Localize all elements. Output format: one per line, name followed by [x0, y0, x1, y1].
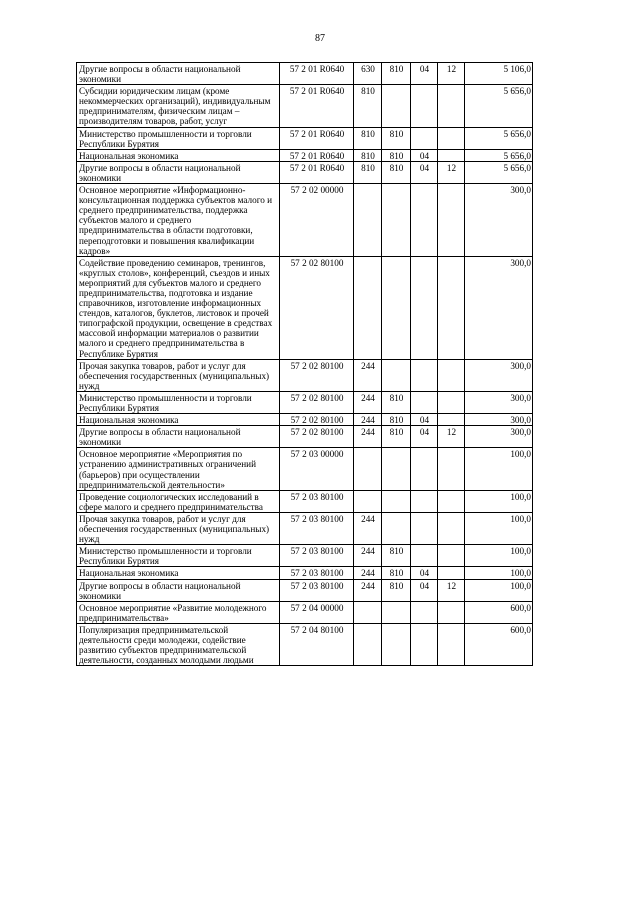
amount-cell: 100,0 [465, 567, 533, 579]
table-row [77, 579, 533, 601]
section-cell [411, 359, 438, 391]
amount-cell: 5 656,0 [465, 127, 533, 149]
expense-type-cell [354, 184, 382, 257]
row-name-cell: Проведение социологических исследований в сфере малого и среднего предпринимательства [77, 490, 280, 512]
subsection-cell [438, 184, 465, 257]
target-article-cell: 57 2 03 00000 [280, 448, 354, 490]
row-name-cell: Основное мероприятие «Мероприятия по устранению административных ограничений (барьеров) при осуществлении предпринимательской деятельности» [77, 448, 280, 490]
subsection-cell [438, 391, 465, 413]
section-cell: 04 [411, 63, 438, 85]
section-cell [411, 448, 438, 490]
expense-type-cell [354, 448, 382, 490]
subsection-cell: 12 [438, 579, 465, 601]
section-cell [411, 391, 438, 413]
row-name-cell: Популяризация предпринимательской деятельности среди молодежи, содействие развитию субъектов предпринимательской деятельности, созданных молодыми людьми [77, 623, 280, 665]
target-article-cell: 57 2 02 80100 [280, 414, 354, 426]
table-row [77, 85, 533, 127]
expense-type-cell [354, 490, 382, 512]
row-name-cell: Другие вопросы в области национальной экономики [77, 63, 280, 85]
amount-cell: 100,0 [465, 490, 533, 512]
table-row [77, 512, 533, 544]
ministry-code-cell: 810 [382, 414, 411, 426]
section-cell [411, 545, 438, 567]
budget-table-body [77, 63, 533, 666]
row-name-cell: Основное мероприятие «Развитие молодежного предпринимательства» [77, 601, 280, 623]
ministry-code-cell [382, 359, 411, 391]
ministry-code-cell [382, 512, 411, 544]
amount-cell: 600,0 [465, 623, 533, 665]
ministry-code-cell [382, 623, 411, 665]
subsection-cell [438, 545, 465, 567]
page-number: 87 [315, 33, 325, 44]
row-name-cell: Прочая закупка товаров, работ и услуг для обеспечения государственных (муниципальных) нужд [77, 512, 280, 544]
table-row [77, 391, 533, 413]
subsection-cell [438, 512, 465, 544]
target-article-cell: 57 2 02 80100 [280, 359, 354, 391]
target-article-cell: 57 2 04 80100 [280, 623, 354, 665]
expense-type-cell: 244 [354, 414, 382, 426]
target-article-cell: 57 2 02 80100 [280, 391, 354, 413]
target-article-cell: 57 2 02 00000 [280, 184, 354, 257]
amount-cell: 600,0 [465, 601, 533, 623]
table-row [77, 426, 533, 448]
expense-type-cell: 244 [354, 391, 382, 413]
amount-cell: 5 656,0 [465, 85, 533, 127]
expense-type-cell: 810 [354, 127, 382, 149]
section-cell [411, 85, 438, 127]
ministry-code-cell: 810 [382, 426, 411, 448]
section-cell: 04 [411, 567, 438, 579]
section-cell: 04 [411, 579, 438, 601]
ministry-code-cell [382, 85, 411, 127]
table-row [77, 359, 533, 391]
target-article-cell: 57 2 02 80100 [280, 426, 354, 448]
table-row [77, 149, 533, 161]
row-name-cell: Национальная экономика [77, 414, 280, 426]
row-name-cell: Другие вопросы в области национальной экономики [77, 426, 280, 448]
section-cell [411, 512, 438, 544]
ministry-code-cell [382, 184, 411, 257]
section-cell: 04 [411, 149, 438, 161]
section-cell [411, 601, 438, 623]
table-row [77, 63, 533, 85]
subsection-cell [438, 448, 465, 490]
expense-type-cell: 244 [354, 567, 382, 579]
subsection-cell: 12 [438, 63, 465, 85]
row-name-cell: Министерство промышленности и торговли Республики Бурятия [77, 545, 280, 567]
table-row [77, 256, 533, 359]
amount-cell: 300,0 [465, 184, 533, 257]
amount-cell: 300,0 [465, 426, 533, 448]
amount-cell: 100,0 [465, 579, 533, 601]
section-cell [411, 127, 438, 149]
section-cell [411, 623, 438, 665]
subsection-cell [438, 149, 465, 161]
table-row [77, 567, 533, 579]
target-article-cell: 57 2 01 R0640 [280, 85, 354, 127]
subsection-cell [438, 256, 465, 359]
row-name-cell: Другие вопросы в области национальной экономики [77, 161, 280, 183]
table-row [77, 601, 533, 623]
expense-type-cell [354, 601, 382, 623]
target-article-cell: 57 2 03 80100 [280, 579, 354, 601]
table-row [77, 623, 533, 665]
ministry-code-cell: 810 [382, 579, 411, 601]
amount-cell: 100,0 [465, 545, 533, 567]
subsection-cell [438, 623, 465, 665]
expense-type-cell [354, 256, 382, 359]
section-cell: 04 [411, 426, 438, 448]
row-name-cell: Министерство промышленности и торговли Республики Бурятия [77, 127, 280, 149]
ministry-code-cell [382, 490, 411, 512]
row-name-cell: Министерство промышленности и торговли Республики Бурятия [77, 391, 280, 413]
target-article-cell: 57 2 01 R0640 [280, 149, 354, 161]
ministry-code-cell: 810 [382, 567, 411, 579]
section-cell [411, 490, 438, 512]
ministry-code-cell: 810 [382, 149, 411, 161]
row-name-cell: Прочая закупка товаров, работ и услуг для обеспечения государственных (муниципальных) нужд [77, 359, 280, 391]
subsection-cell [438, 567, 465, 579]
ministry-code-cell [382, 256, 411, 359]
table-row [77, 490, 533, 512]
expense-type-cell: 810 [354, 161, 382, 183]
subsection-cell: 12 [438, 161, 465, 183]
ministry-code-cell [382, 448, 411, 490]
expense-type-cell: 810 [354, 85, 382, 127]
target-article-cell: 57 2 01 R0640 [280, 161, 354, 183]
target-article-cell: 57 2 03 80100 [280, 545, 354, 567]
subsection-cell [438, 490, 465, 512]
ministry-code-cell [382, 601, 411, 623]
expense-type-cell [354, 623, 382, 665]
row-name-cell: Основное мероприятие «Информационно-консультационная поддержка субъектов малого и среднего предпринимательства, поддержка субъектов малого и среднего предпринимательства в области подготовки, переподготовки и повышения квалификации кадров» [77, 184, 280, 257]
target-article-cell: 57 2 01 R0640 [280, 127, 354, 149]
ministry-code-cell: 810 [382, 127, 411, 149]
amount-cell: 300,0 [465, 391, 533, 413]
table-row [77, 161, 533, 183]
section-cell: 04 [411, 161, 438, 183]
table-row [77, 184, 533, 257]
budget-table [76, 62, 533, 666]
amount-cell: 5 656,0 [465, 161, 533, 183]
ministry-code-cell: 810 [382, 391, 411, 413]
subsection-cell: 12 [438, 426, 465, 448]
expense-type-cell: 630 [354, 63, 382, 85]
expense-type-cell: 244 [354, 359, 382, 391]
target-article-cell: 57 2 04 00000 [280, 601, 354, 623]
target-article-cell: 57 2 03 80100 [280, 490, 354, 512]
subsection-cell [438, 359, 465, 391]
row-name-cell: Национальная экономика [77, 567, 280, 579]
row-name-cell: Национальная экономика [77, 149, 280, 161]
expense-type-cell: 244 [354, 579, 382, 601]
subsection-cell [438, 601, 465, 623]
table-row [77, 545, 533, 567]
target-article-cell: 57 2 03 80100 [280, 567, 354, 579]
ministry-code-cell: 810 [382, 161, 411, 183]
amount-cell: 300,0 [465, 414, 533, 426]
expense-type-cell: 244 [354, 512, 382, 544]
subsection-cell [438, 414, 465, 426]
row-name-cell: Субсидии юридическим лицам (кроме некоммерческих организаций), индивидуальным предпринимателям, физическим лицам – производителям товаров, работ, услуг [77, 85, 280, 127]
row-name-cell: Содействие проведению семинаров, тренингов, «круглых столов», конференций, съездов и иных мероприятий для субъектов малого и среднего предпринимательства, подготовка и издание справочников, изготовление информационных стендов, каталогов, буклетов, листовок и прочей типографской продукции, освещение в средствах массовой информации материалов о развитии малого и среднего предпринимательства в Республике Бурятия [77, 256, 280, 359]
expense-type-cell: 244 [354, 545, 382, 567]
amount-cell: 300,0 [465, 256, 533, 359]
table-row [77, 448, 533, 490]
row-name-cell: Другие вопросы в области национальной экономики [77, 579, 280, 601]
subsection-cell [438, 127, 465, 149]
amount-cell: 100,0 [465, 512, 533, 544]
ministry-code-cell: 810 [382, 545, 411, 567]
amount-cell: 300,0 [465, 359, 533, 391]
amount-cell: 100,0 [465, 448, 533, 490]
target-article-cell: 57 2 01 R0640 [280, 63, 354, 85]
target-article-cell: 57 2 03 80100 [280, 512, 354, 544]
amount-cell: 5 106,0 [465, 63, 533, 85]
section-cell [411, 256, 438, 359]
section-cell [411, 184, 438, 257]
amount-cell: 5 656,0 [465, 149, 533, 161]
ministry-code-cell: 810 [382, 63, 411, 85]
table-row [77, 414, 533, 426]
expense-type-cell: 244 [354, 426, 382, 448]
target-article-cell: 57 2 02 80100 [280, 256, 354, 359]
section-cell: 04 [411, 414, 438, 426]
subsection-cell [438, 85, 465, 127]
table-row [77, 127, 533, 149]
expense-type-cell: 810 [354, 149, 382, 161]
